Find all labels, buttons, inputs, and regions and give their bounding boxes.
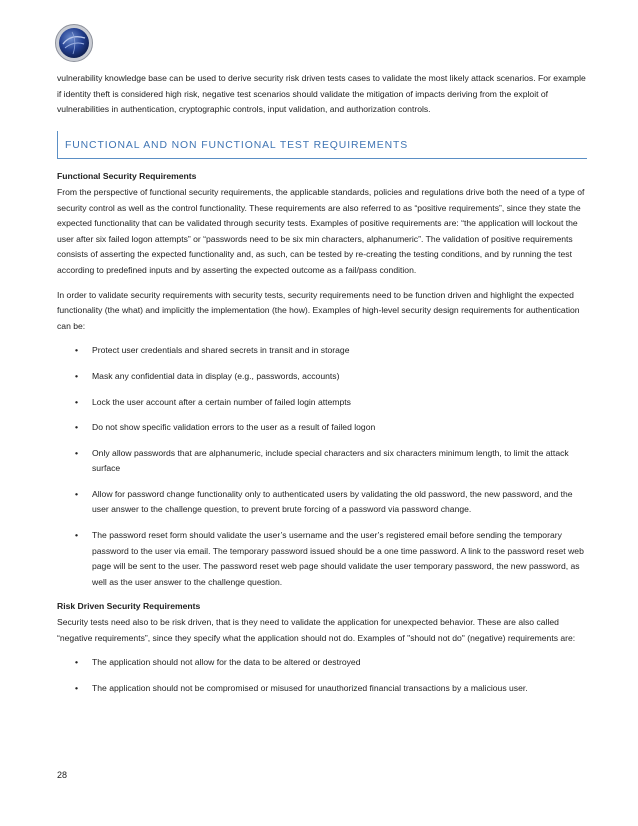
bullet-icon: • [75, 396, 79, 407]
list-item-text: Lock the user account after a certain number of failed login attempts [92, 396, 351, 407]
bullet-icon: • [75, 370, 79, 381]
list-item [57, 681, 587, 697]
functional-requirements-heading: Functional Security Requirements [57, 171, 197, 182]
list-item-text: Only allow passwords that are alphanumeric, include special characters and six characters minimum length, to limit the attack surface [92, 447, 569, 474]
list-item-text: Protect user credentials and shared secrets in transit and in storage [92, 345, 350, 356]
globe-logo-icon [54, 23, 94, 63]
bullet-icon: • [75, 682, 79, 693]
list-item [57, 420, 587, 436]
list-item-text: The application should not allow for the data to be altered or destroyed [92, 657, 361, 668]
list-item-text: The application should not be compromised or misused for unauthorized financial transactions by a malicious user. [92, 682, 528, 693]
risk-requirements-heading: Risk Driven Security Requirements [57, 601, 201, 612]
list-item [57, 528, 587, 590]
bullet-icon: • [75, 422, 79, 433]
list-item-text: Do not show specific validation errors to the user as a result of failed logon [92, 422, 376, 433]
negative-requirements-list [57, 655, 587, 696]
list-item [57, 343, 587, 359]
list-item [57, 395, 587, 411]
intro-paragraph: vulnerability knowledge base can be used to derive security risk driven tests cases to validate the most likely attack scenarios. For example if identity theft is considered high risk, negative test scenarios should validate the mitigation of impacts deriving from the exploit of vulnerabilities in authentication, cryptographic controls, input validation, and authorization controls. [57, 73, 586, 115]
owasp-logo [54, 23, 94, 63]
functional-paragraph-2: In order to validate security requirements with security tests, security requirements need to be function driven and highlight the expected functionality (the what) and implicitly the implementation (the how). Examples of high-level security design requirements for authentication can be: [57, 289, 580, 331]
risk-paragraph: Security tests need also to be risk driven, that is they need to validate the application for unexpected behavior. These are also called “negative requirements”, since they specify what the application should not do. Examples of "should not do" (negative) requirements are: [57, 617, 576, 643]
list-item-text: Allow for password change functionality only to authenticated users by validating the old password, the new password, and the user answer to the challenge question, to prevent brute forcing of a password via password change. [92, 488, 573, 515]
authentication-requirements-list [57, 343, 587, 590]
bullet-icon: • [75, 530, 79, 541]
bullet-icon: • [75, 488, 79, 499]
list-item [57, 369, 587, 385]
page-number: 28 [57, 770, 68, 780]
bullet-icon: • [75, 657, 79, 668]
list-item [57, 487, 587, 518]
bullet-icon: • [75, 345, 79, 356]
section-heading: FUNCTIONAL AND NON FUNCTIONAL TEST REQUIREMENTS [57, 131, 587, 160]
functional-paragraph-1: From the perspective of functional security requirements, the applicable standards, policies and regulations drive both the need of a type of security control as well as the control functionality. These requirements are also referred to as “positive requirements”, since they state the expected functionality that can be validated through security tests. Examples of positive requirements are: “the application will lockout the user after six failed logon attempts” or “passwords need to be six min characters, alphanumeric”. The validation of positive requirements consists of asserting the expected functionality and, as such, can be tested by re-creating the testing conditions, and by running the test according to predefined inputs and by asserting the expected outcome as a fail/pass condition. [57, 186, 585, 275]
bullet-icon: • [75, 447, 79, 458]
list-item [57, 655, 587, 671]
list-item-text: Mask any confidential data in display (e.g., passwords, accounts) [92, 370, 340, 381]
list-item [57, 446, 587, 477]
page-body [57, 71, 587, 696]
list-item-text: The password reset form should validate the user’s username and the user’s registered email before sending the temporary password to the user via email. The temporary password issued should be a one time password. A link to the password reset web page will be sent to the user. The password reset web page should validate the user temporary password, the new password, as well as the user answer to the challenge question. [92, 530, 584, 587]
